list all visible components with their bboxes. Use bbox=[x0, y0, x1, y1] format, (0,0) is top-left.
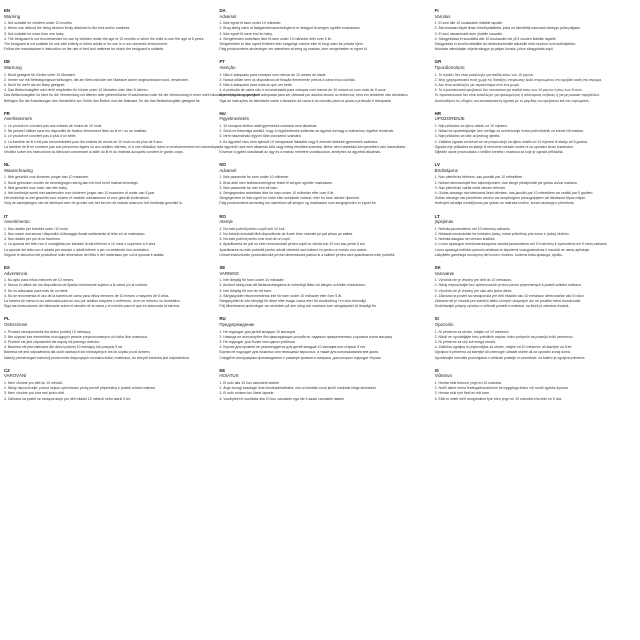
warning-line: Следуйте инструкциям производителя о размере кровати и матраса, для которых подходит бортик. bbox=[219, 355, 382, 360]
warning-sheet bbox=[4, 8, 636, 636]
warning-heading: Advarsel bbox=[219, 167, 237, 173]
warning-line: 4. Het bedhekje wordt niet aanbevolen voor kinderen jonger dan 10 maanden of ouder dan 5 jaar. bbox=[4, 191, 155, 196]
warning-line: Slijedite upute proizvođača o veličini kreveta i madraca za koje je ograda prikladna. bbox=[434, 150, 564, 155]
warning-line: 4. Zaštitna ograda za krevet se ne preporučuje za djecu mlađu od 10 mjeseci ili stariju od 5 godina. bbox=[434, 139, 588, 144]
warning-line: 3. Hentar ekki fyrir fleiri en eitt barn. bbox=[434, 391, 490, 396]
warning-line: 2. Nunca utilize sem os dispositivos de fixação firmemente presos à cama e/ou colchão. bbox=[219, 77, 356, 82]
warning-line: La barrera de cama no es adecuada para su uso por adultos mayores o enfermos, ni en un entorno no doméstico. bbox=[4, 299, 181, 304]
warning-line: 2. Non usare mai senza i dispositivi di fissaggio fissati saldamente al letto e/o al materasso. bbox=[4, 232, 146, 237]
warning-heading: Atenção bbox=[219, 65, 236, 70]
language-code: IS bbox=[434, 367, 439, 373]
warning-line: 2. Μην χρησιμοποιείτε ποτέ χωρίς τις διατάξεις στερέωσης καλά στερεωμένες στο κρεβάτι και/ή στο στρώμα. bbox=[434, 77, 603, 82]
warning-line: 1. No apto para niños menores de 10 meses. bbox=[4, 278, 75, 283]
warning-line: 1. Produkt nieodpowiedni dla dzieci poniżej 10 miesięcy. bbox=[4, 329, 92, 334]
warning-line: Το προστατευτικό δεν είναι κατάλληλο για ηλικιωμένους ή αδύναμους ενήλικες ή για μη οικιακό περιβάλλον. bbox=[434, 93, 601, 98]
warning-line: Het bedhekje is niet geschikt voor oudere of zwakke volwassenen of voor gebruik buitenshuis. bbox=[4, 196, 150, 201]
warning-line: 3. Niet geschikt voor meer dan één baby. bbox=[4, 185, 68, 190]
warning-line: 4. Aparătoarea de pat nu este recomandată pentru copiii cu vârsta sub 10 luni sau peste 5 ani. bbox=[219, 242, 366, 247]
warning-line: 4. Zaščitna ograjica ni priporočljiva za otroke, mlajše od 10 mesecev, ali starejše od 5 let. bbox=[434, 345, 573, 350]
warning-line: 3. Nav piemērots vairāk nekā vienam bērnam. bbox=[434, 185, 507, 190]
language-code: HU bbox=[219, 110, 226, 116]
warning-line: 1. Το προϊόν δεν είναι κατάλληλο για παιδιά κάτω των 10 μηνών. bbox=[434, 72, 535, 77]
language-code: GR bbox=[434, 59, 442, 65]
warning-line: Siga las instrucciones del fabricante sobre el tamaño de la cama y el colchón para el que es adecuada la barrera. bbox=[4, 304, 180, 309]
warning-line: Veuillez suivre les instructions du fabricant concernant la taille du lit et du matelas auxquels convient le garde-corps. bbox=[4, 150, 184, 155]
language-section bbox=[4, 368, 205, 402]
warning-line: Az ágyvédő rács nem alkalmas idős vagy beteg felnőttek számára, illetve nem háztartási környezetben való használatra. bbox=[219, 144, 407, 149]
warning-line: Befolgen Sie die Anweisungen des Herstellers zur Größe des Bettes und der Matratze, für die das Bettschutzgitter geeignet ist. bbox=[4, 98, 201, 103]
warning-line: 2. Nekad neizmantojiet bez stiprinājumiem, kas stingri piestiprināti pie gultas un/vai matrača. bbox=[434, 180, 578, 185]
warning-line: 4. Бортик для кровати не рекомендуется для детей младше 10 месяцев или старше 5 лет. bbox=[219, 345, 367, 350]
warning-line: Barierka nie jest odpowiednia dla osób starszych lub niedołężnych ani do użytku poza domem. bbox=[4, 350, 151, 355]
warning-line: 1. Nu este potrivit pentru copiii sub 10 luni. bbox=[219, 226, 286, 231]
warning-line: 4. Zábrana na postel se nedoporučuje pro děti mladší 10 měsíců nebo starší 5 let. bbox=[4, 396, 131, 401]
warning-line: La sponda del letto non è adatta per anziani o adulti infermi o per un ambiente non domestico. bbox=[4, 247, 150, 252]
warning-line: 3. Não é adequado para mais do que um bebé. bbox=[219, 83, 293, 87]
warning-line: Follow the manufacturer's instruction on the use of bed and mattress for which the bedguard is suitable. bbox=[4, 47, 165, 52]
warning-line: 1. Não é adequado para crianças com menos de 10 meses de idade. bbox=[219, 72, 327, 77]
warning-line: 3. Není vhodné pro více než jedno dítě. bbox=[4, 391, 66, 396]
language-code: DA bbox=[219, 8, 226, 13]
warning-line: 2. Nooit gebruiken zonder de bevestigingen stevig aan het bed en/of matras bevestigd. bbox=[4, 180, 139, 185]
language-section bbox=[435, 214, 636, 258]
language-code: RO bbox=[219, 213, 226, 219]
warning-line: Aparătoarea nu este potrivită pentru adulții vârstnici sau bolnavi ori pentru un mediu non-casnic. bbox=[219, 247, 368, 252]
warning-line: 1. Not suitable for children under 10 months. bbox=[4, 21, 73, 26]
warning-line: 4. The bedguard is not recommended for use by children under the age of 10 months or when the child is over the age of 5 years. bbox=[4, 36, 205, 41]
warning-line: 3. Ni primerno za več kot enega otroka. bbox=[434, 340, 496, 345]
warning-line: 1. Nije prikladno za djecu mlađu od 10 mjeseci. bbox=[434, 124, 508, 128]
warning-line: 3. Ei sobi rohkem kui ühele lapsele. bbox=[219, 391, 275, 396]
warning-line: 1. Ikke egnet til børn under 10 måneder. bbox=[219, 21, 282, 26]
warning-line: 4. Voodipiiret ei soovitata alla 10 kuu vanustele ega üle 5 aasta vanustele lastele. bbox=[219, 396, 346, 401]
warning-line: Zábrana nie je vhodná pre starších alebo chorých dospelých ani na použitie mimo domácnosti. bbox=[434, 299, 582, 304]
language-code: NL bbox=[4, 162, 10, 168]
language-section bbox=[435, 265, 636, 309]
warning-heading: HOIATUS bbox=[219, 373, 239, 379]
text-column bbox=[219, 8, 420, 636]
warning-line: Należy przestrzegać instrukcji producenta dotyczących rozmiaru łóżka i materaca, do których barierka jest odpowiednia. bbox=[4, 355, 190, 360]
language-section bbox=[435, 368, 636, 402]
warning-line: 2. Nikoli ne uporabljajte brez pritrdilnih naprav, trdno pritrjenih na posteljo in/ali vzmetnico. bbox=[434, 334, 574, 339]
warning-line: 4. Gultas aizsargu nav ieteicams lietot bērniem, kas jaunāki par 10 mēnešiem vai vecāki par 5 gadiem. bbox=[434, 191, 594, 196]
warning-line: 3. No es adecuado para más de un bebé. bbox=[4, 288, 69, 293]
language-section bbox=[435, 59, 636, 103]
warning-heading: Avvertimento bbox=[4, 219, 30, 225]
warning-heading: Ostrzeżenie bbox=[4, 322, 28, 328]
warning-line: 2. Ärge kunagi kasutage ilma kinnitusdetailideta, mis on kindlalt voodi ja/või madratsi külge kinnitatud. bbox=[219, 386, 377, 391]
warning-line: Ievērojiet ražotāja norādījumus par gultas un matrača izmēru, kuram aizsargs ir piemērots. bbox=[434, 201, 575, 206]
warning-line: Das Bettschutzgitter ist nicht für die Verwendung mit älteren oder gebrechlichen Erwachsenen oder für die Verwendung in einer nicht häuslichen Umgebung geeignet. bbox=[4, 93, 261, 98]
warning-line: Sängynlaita ei sovellu iäkkäille tai heikkokuntoisille aikuisille eikä muuhun kuin kotikäyttöön. bbox=[434, 42, 577, 46]
warning-line: 2. Nunca lo utilice sin los dispositivos de fijación firmemente sujetos a la cama y/o al colchón. bbox=[4, 283, 149, 288]
language-section bbox=[4, 110, 221, 155]
warning-line: 2. Nikdy nepoužívejte, pokud nejsou upevňovací prvky pevně připevněny k posteli a/nebo matraci. bbox=[4, 386, 156, 391]
warning-heading: Opozorilo bbox=[434, 322, 454, 328]
warning-line: 4. Az ágyvédő rács nem ajánlott 10 hónaposnál fiatalabb vagy 5 évesnél idősebb gyermekek számára. bbox=[219, 139, 379, 144]
warning-line: 3. Non adatto per più di un bambino. bbox=[4, 237, 61, 242]
warning-line: 3. Netinka daugiau nei vienam kūdikiui. bbox=[434, 237, 496, 242]
warning-line: 1. Hentar ekki börnum yngri en 10 mánaða. bbox=[434, 381, 502, 386]
language-section bbox=[435, 111, 636, 155]
warning-heading: Varovanie bbox=[434, 270, 455, 276]
warning-line: Ograjica ni primerna za starejše ali onemogle odrasle osebe ali za uporabo zunaj doma. bbox=[434, 350, 571, 355]
warning-line: 1. Ei sobi alla 10 kuu vanustele lastele. bbox=[219, 381, 280, 386]
warning-heading: Warnung bbox=[4, 65, 22, 70]
warning-heading: Waarschuwing bbox=[4, 167, 33, 173]
language-section bbox=[4, 265, 205, 309]
language-section bbox=[219, 214, 420, 258]
warning-line: 3. Не подходит для более чем одного ребенка. bbox=[219, 340, 296, 345]
warning-line: 2. Niekada nenaudokite be tvirtinimo įtaisų, tvirtai pritvirtintų prie lovos ir (arba) čiužinio. bbox=[434, 232, 570, 237]
warning-line: 2. Никогда не используйте без фиксирующих устройств, надежно прикрепленных к кровати и/или матрасу. bbox=[219, 334, 393, 339]
warning-line: Urmați instrucțiunile producătorului privind dimensiunea patului și a saltelei pentru care aparătoarea este potrivită. bbox=[219, 252, 396, 257]
language-code: LV bbox=[434, 162, 440, 168]
warning-line: 1. Ni primerno za otroke, mlajše od 10 mesecev. bbox=[434, 329, 510, 334]
warning-line: 4. Das Bettschutzgitter wird nicht empfohlen für Kinder unter 10 Monaten oder über 5 Jahren. bbox=[4, 88, 149, 93]
language-section bbox=[219, 316, 420, 360]
warning-line: Lovos apsauga netinka vyresnio amžiaus ar silpniems suaugusiesiems ir naudoti ne namų aplinkoje. bbox=[434, 247, 591, 252]
language-section bbox=[219, 368, 420, 402]
language-code: EN bbox=[4, 8, 11, 13]
warning-line: 1. Le produit ne convient pas aux enfants de moins de 10 mois. bbox=[4, 124, 103, 128]
warning-heading: Advertencia bbox=[4, 270, 28, 276]
warning-line: 2. Bruk aldri uten festeanordningene festet til sengen og/eller madrassen. bbox=[219, 180, 333, 185]
warning-line: 4. No se recomienda el uso de la barrera de cama para niños menores de 10 meses o mayores de 5 años. bbox=[4, 293, 170, 298]
warning-line: 4. Sengegrinden anbefales ikke for barn under 10 måneder eller over 5 år. bbox=[219, 191, 335, 196]
warning-line: 3. Le produit ne convient pas à plus d'un bébé. bbox=[4, 134, 77, 139]
warning-line: 4. Ekki er mælt með rúmgrindinni fyrir börn yngri en 10 mánaða eða eldri en 5 ára. bbox=[434, 396, 562, 401]
warning-line: 2. Brug aldrig uden at fastgørelsesanordningerne er fastgjort til sengen og/eller madrassen. bbox=[219, 26, 361, 31]
warning-heading: Warning bbox=[4, 13, 21, 19]
warning-line: 2. Älä koskaan käytä ilman kiinnityslaitteita, jotka on kiinnitetty tukevasti sänkyyn ja/tai patjaan. bbox=[434, 26, 581, 31]
warning-line: 4. Lovos apsaugos nerekomenduojama naudoti jaunesniems nei 10 mėnesių ir vyresniems nei 5 metų vaikams. bbox=[434, 242, 608, 247]
text-column bbox=[435, 8, 636, 636]
warning-line: 1. Niet geschikt voor kinderen jonger dan 10 maanden. bbox=[4, 175, 90, 180]
warning-line: 4. Το προστατευτικό κρεβατιού δεν συνιστάται για παιδιά κάτω των 10 μηνών ή άνω των 5 ετών. bbox=[434, 88, 583, 93]
language-code: ES bbox=[4, 265, 10, 271]
warning-line: The bedguard is not suitable for use with elderly or infirm adults or for use in a non-domestic environment. bbox=[4, 42, 168, 46]
language-code: HR bbox=[434, 110, 441, 116]
warning-line: 1. Ikke passende for barn under 10 måneder. bbox=[219, 175, 290, 180]
warning-line: 2. Never use without the fixing devices firmly attached to the bed and/or mattress. bbox=[4, 26, 131, 31]
warning-line: Laikykitės gamintojo nurodymų dėl lovos ir čiužinio, kuriems tinka apsauga, dydžio. bbox=[434, 252, 564, 257]
warning-line: 3. Inte lämplig för mer än ett barn. bbox=[219, 288, 272, 293]
warning-line: 3. Nicht für mehr als ein Baby geeignet. bbox=[4, 83, 66, 87]
warning-line: Ακολουθήστε τις οδηγίες του κατασκευαστή σχετικά με το μέγεθος του κρεβατιού και του στρώματος. bbox=[434, 98, 590, 103]
warning-heading: Figyelmeztetés bbox=[219, 116, 249, 122]
warning-line: 3. Produkt nie jest odpowiedni dla więcej niż jednego dziecka. bbox=[4, 340, 100, 345]
warning-heading: Предупреждение bbox=[219, 322, 255, 328]
language-section bbox=[219, 111, 420, 155]
language-section bbox=[4, 316, 205, 360]
warning-line: 4. Sängynlaitaa ei suositella alle 10 kuukauden tai yli 5 vuoden ikäisille lapsille. bbox=[434, 36, 557, 41]
warning-line: Følg producentens anvisninger om størrelsen af seng og madras, som sengehesten er egnet til. bbox=[219, 47, 368, 52]
language-code: RU bbox=[219, 316, 226, 322]
language-section bbox=[435, 316, 636, 360]
warning-line: Sängskyddet är inte lämpligt för äldre eller svaga vuxna eller för användning i en icke-hemmiljö. bbox=[219, 299, 367, 304]
language-section bbox=[219, 8, 420, 52]
warning-line: 3. Ei sovi useammalle kuin yhdelle vauvalle. bbox=[434, 31, 503, 36]
warning-heading: Viðvörun bbox=[434, 373, 452, 379]
warning-heading: VARNING bbox=[219, 270, 240, 276]
warning-line: 3. Ikke egnet til mere end én baby. bbox=[219, 31, 273, 36]
warning-line: 3. Nu este potrivit pentru mai mult de un copil. bbox=[219, 237, 291, 242]
language-section bbox=[435, 8, 636, 52]
warning-line: 1. Netinka jaunesniems nei 10 mėnesių vaikams. bbox=[434, 226, 511, 231]
warning-line: 4. Zábrana na posteľ sa neodporúča pre deti mladšie ako 10 mesiacov alebo staršie ako 5 rokov. bbox=[434, 293, 585, 298]
language-code: SE bbox=[219, 265, 226, 271]
warning-line: 4. A proteção de cama não é recomendada para crianças com menos de 10 meses ou com mais de 5 anos. bbox=[219, 88, 387, 93]
language-code: FI bbox=[434, 8, 439, 13]
language-section bbox=[4, 162, 205, 206]
warning-line: 4. La barrière de lit n'est pas recommandée pour les enfants de moins de 10 mois ou de plus de 5 ans. bbox=[4, 139, 164, 144]
warning-line: La barrière de lit ne convient pas aux personnes âgées ou aux adultes infirmes, ni à une utilisation dans un environnement non domestique. bbox=[4, 144, 221, 149]
warning-line: Siga as instruções do fabricante sobre o tamanho da cama e do colchão para os quais a proteção é adequada. bbox=[219, 98, 392, 103]
language-section bbox=[4, 214, 205, 258]
warning-line: 3. Ikke passende for mer enn ett barn. bbox=[219, 185, 279, 190]
language-code: PL bbox=[4, 316, 10, 322]
warning-line: 2. Ne jamais l'utiliser sans les dispositifs de fixation fermement fixés au lit et / ou au matelas. bbox=[4, 129, 148, 134]
language-code: CZ bbox=[4, 367, 10, 373]
language-code: EE bbox=[219, 367, 226, 373]
warning-line: 3. Výrobok nie je vhodný pre viac ako jedno dieťa. bbox=[434, 288, 513, 293]
warning-line: 3. Δεν είναι κατάλληλο για περισσότερα από ένα μωρά. bbox=[434, 83, 520, 87]
warning-line: 1. Inte lämplig för barn under 10 månader. bbox=[219, 278, 285, 283]
warning-line: 2. Använd aldrig utan att fästanordningarna är ordentligt fästa vid sängen och/eller madrassen. bbox=[219, 283, 366, 288]
language-code: IT bbox=[4, 213, 8, 219]
warning-line: 1. Nicht geeignet für Kinder unter 10 Monaten. bbox=[4, 72, 76, 77]
language-section bbox=[219, 59, 420, 103]
warning-heading: Προειδοποίηση bbox=[434, 65, 465, 70]
warning-line: 4. Sengehesten anbefales ikke til børn under 10 måneder eller over 5 år. bbox=[219, 36, 332, 41]
warning-heading: Advarsel bbox=[219, 13, 237, 19]
warning-line: Følg produsentens anvisning om størrelsen på sengen og madrassen som sengegrinden er egnet for. bbox=[219, 201, 377, 206]
warning-heading: VAROVÁNÍ bbox=[4, 373, 27, 379]
warning-heading: Avertissement bbox=[4, 116, 32, 122]
warning-line: 3. Nije prikladno za više od jednog djeteta. bbox=[434, 134, 501, 139]
warning-heading: Įspėjimas bbox=[434, 219, 454, 225]
warning-line: 1. Nav piemērots bērniem, kas jaunāki par 10 mēnešiem. bbox=[434, 175, 524, 180]
warning-heading: Atenție bbox=[219, 219, 233, 225]
warning-line: 2. Nikdy nepoužívajte bez upevňovacích prvkov pevne pripevnených k posteli a/alebo matracu. bbox=[434, 283, 582, 288]
warning-line: Kövesse a gyártó utasításait az ágy és a matrac méretére vonatkozóan, amelyhez az ágyvédő alkalmas. bbox=[219, 150, 382, 155]
warning-line: 2. Nikad ne upotrebljavajte bez uređaja za učvršćivanje čvrsto pričvršćenih za krevet i/ili madrac. bbox=[434, 129, 585, 134]
language-code: NO bbox=[219, 162, 226, 168]
warning-line: Noudata valmistajan ohjeita sängyn ja patjan koosta, johon sängynlaita sopii. bbox=[434, 47, 554, 52]
warning-heading: Varoitus bbox=[434, 13, 451, 19]
warning-line: Ograda nije prikladna za starije ili nemoćne odrasle osobe ni za uporabu izvan kućanstva. bbox=[434, 144, 574, 149]
warning-line: 2. Soha ne használja anélkül, hogy a rögzítőelemek szilárdan az ágyhoz és/vagy a matrachoz rögzítve lennének. bbox=[219, 129, 395, 134]
warning-line: A proteção de cama não é adequada para ser utilizada por adultos idosos ou enfermos, nem em ambiente não doméstico. bbox=[219, 93, 409, 98]
language-code: SI bbox=[434, 316, 439, 322]
warning-line: Gultas aizsargs nav piemērots veciem vai nespēcīgiem pieaugušajiem vai lietošanai ārpus mājas. bbox=[434, 196, 586, 201]
warning-line: 1. 10 hónapos életkor alatti gyermekek számára nem alkalmas. bbox=[219, 124, 318, 128]
warning-line: Upoštevajte navodila proizvajalca o velikosti postelje in vzmetnice, za katero je ograjica primerna. bbox=[434, 355, 586, 360]
language-section bbox=[219, 162, 420, 206]
warning-line: 2. Nu folosiți niciodată fără dispozitivele de fixare bine montate pe pat și/sau pe saltea. bbox=[219, 232, 354, 237]
warning-line: 1. Ei sovi alle 10 kuukauden ikäisille lapsille. bbox=[434, 21, 504, 26]
language-code: LT bbox=[434, 213, 440, 219]
warning-line: 4. La sponda del letto non è consigliata per bambini di età inferiore a 10 mesi o superiore a 5 anni. bbox=[4, 242, 157, 247]
language-code: DE bbox=[4, 59, 11, 65]
warning-line: 1. Non adatto per bambini sotto i 10 mesi. bbox=[4, 226, 69, 231]
warning-line: 1. Не подходит для детей младше 10 месяцев. bbox=[219, 329, 296, 334]
warning-line: Sengegrinden er ikke egnet for eldre eller svekkede voksne, eller for bruk utenfor hjemmet. bbox=[219, 196, 360, 201]
warning-line: 1. Není vhodné pro děti do 10 měsíců. bbox=[4, 381, 64, 386]
warning-line: Бортик не подходит для пожилых или немощных взрослых, а также для использования вне дома. bbox=[219, 350, 379, 355]
language-code: SK bbox=[434, 265, 441, 271]
warning-line: 2. Notið aldrei nema festingarbúnaðurinn sé tryggilega festur við rúmið og/eða dýnuna. bbox=[434, 386, 569, 391]
warning-line: Följ tillverkarens anvisningar om storleken på den säng och madrass som sängskyddet är lämpligt för. bbox=[219, 304, 377, 309]
warning-line: 3. Nem használható egynél több csecsemő számára. bbox=[219, 134, 302, 139]
language-code: PT bbox=[219, 59, 225, 65]
warning-heading: UPOZORENJE bbox=[434, 116, 465, 122]
warning-line: Sengehesten er ikke egnet til ældre eller svagelige voksne eller til brug uden for private hjem. bbox=[219, 42, 364, 46]
language-section bbox=[435, 162, 636, 206]
warning-line: Dodržiavajte pokyny výrobcu o veľkosti postele a matraca, na ktoré je zábrana vhodná. bbox=[434, 304, 570, 309]
warning-line: Seguire le istruzioni del produttore sulle dimensioni del letto e del materasso per cui la sponda è adatta. bbox=[4, 252, 165, 257]
language-section bbox=[219, 265, 420, 309]
warning-line: 1. Výrobok nie je vhodný pre deti do 10 mesiacov. bbox=[434, 278, 512, 283]
warning-heading: Brīdinājums bbox=[434, 167, 458, 173]
warning-line: 2. Immer nur mit Befestigungsvorrichtungen, die am Bett und/oder der Matratze sicher angeschlossen sind, verwenden. bbox=[4, 77, 190, 82]
language-section bbox=[4, 8, 205, 52]
warning-line: 2. Nie używać bez elementów mocujących pewnie przymocowanych do łóżka i/lub materaca. bbox=[4, 334, 148, 339]
warning-line: Volg de aanwijzingen van de fabrikant over de grootte van het bed en de matras waarvoor het bedhekje geschikt is. bbox=[4, 201, 183, 206]
language-code: FR bbox=[4, 110, 10, 116]
warning-line: 4. Barierka nie jest zalecana dla dzieci poniżej 10 miesięcy lub powyżej 5 lat. bbox=[4, 345, 123, 350]
warning-line: 3. Not suitable for more than one baby. bbox=[4, 31, 65, 36]
warning-line: 4. Sängskyddet rekommenderas inte för barn under 10 månader eller över 5 år. bbox=[219, 293, 343, 298]
